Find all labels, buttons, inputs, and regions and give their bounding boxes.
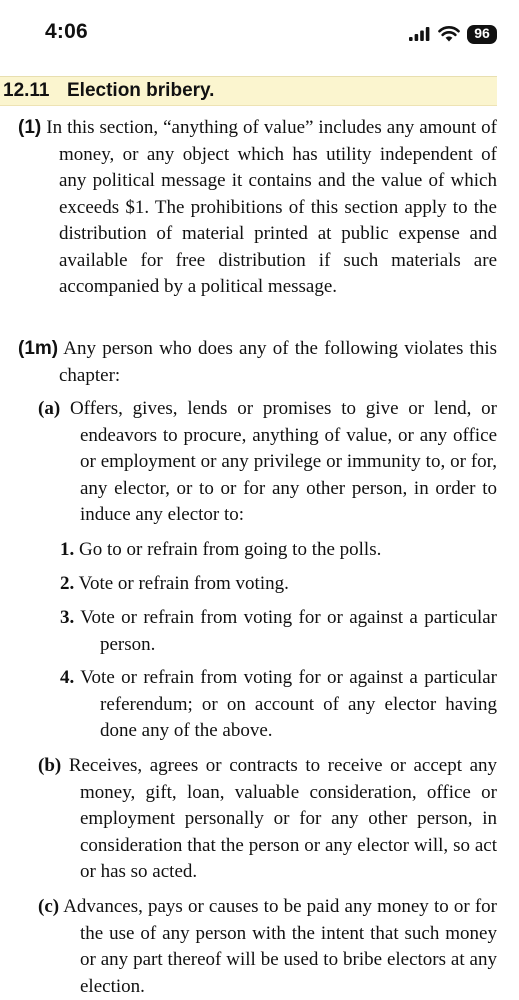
list-item (60, 605, 497, 658)
paragraph-text: Advances, pays or causes to be paid any money to or for the use of any person with the intent that such money or any part thereof will be used to bribe electors at any election. (63, 896, 497, 997)
paragraph-text: Offers, gives, lends or promises to give or lend, or endeavors to procure, anything of value, or any office or employment or any privilege or immunity to, or for, any elector, or to or for any other person, in order to induce any elector to: (69, 398, 497, 525)
status-time: 4:06 (45, 20, 88, 43)
list-item (60, 571, 497, 598)
system-icons (409, 23, 497, 45)
subsection-label: (1) (18, 117, 42, 138)
list-item (60, 665, 497, 745)
item-number: 4. (60, 667, 75, 688)
paragraph-label: (c) (38, 896, 60, 917)
item-number: 1. (60, 539, 75, 560)
status-bar (0, 0, 519, 70)
section-number: 12.11 (3, 80, 50, 101)
subsection-text: In this section, “anything of value” includes any amount of money, or any object which has utility independent of any political message it contains and the value of which exceeds $1. The prohibitions of this section apply to the distribution of material printed at public expense and available for free distribution if such materials are accompanied by a political message. (46, 117, 498, 297)
item-number: 2. (60, 573, 75, 594)
wifi-icon (438, 26, 460, 42)
item-text: Vote or refrain from voting. (78, 573, 289, 594)
item-text: Vote or refrain from voting for or against a particular referendum; or on account of any elector having done any of the above. (80, 667, 497, 741)
battery-indicator: 96 (467, 25, 497, 44)
item-text: Go to or refrain from going to the polls. (79, 539, 382, 560)
paragraph-a (38, 396, 497, 529)
cellular-signal-icon (409, 27, 431, 41)
list-item (60, 537, 497, 564)
subsection-1 (18, 115, 497, 301)
section-title: Election bribery. (67, 80, 215, 101)
item-text: Vote or refrain from voting for or against a particular person. (80, 607, 497, 655)
subsection-1m (18, 336, 497, 389)
subsection-text: Any person who does any of the following violates this chapter: (59, 338, 497, 386)
paragraph-c (38, 894, 497, 1000)
paragraph-b (38, 753, 497, 886)
paragraph-text: Receives, agrees or contracts to receive or accept any money, gift, loan, valuable consideration, office or employment personally or for any other person, in consideration that the person or any elector will, so act or has so acted. (68, 755, 497, 882)
paragraph-label: (b) (38, 755, 62, 776)
subsection-label: (1m) (18, 338, 59, 359)
paragraph-label: (a) (38, 398, 61, 419)
item-number: 3. (60, 607, 75, 628)
section-header (0, 76, 497, 106)
